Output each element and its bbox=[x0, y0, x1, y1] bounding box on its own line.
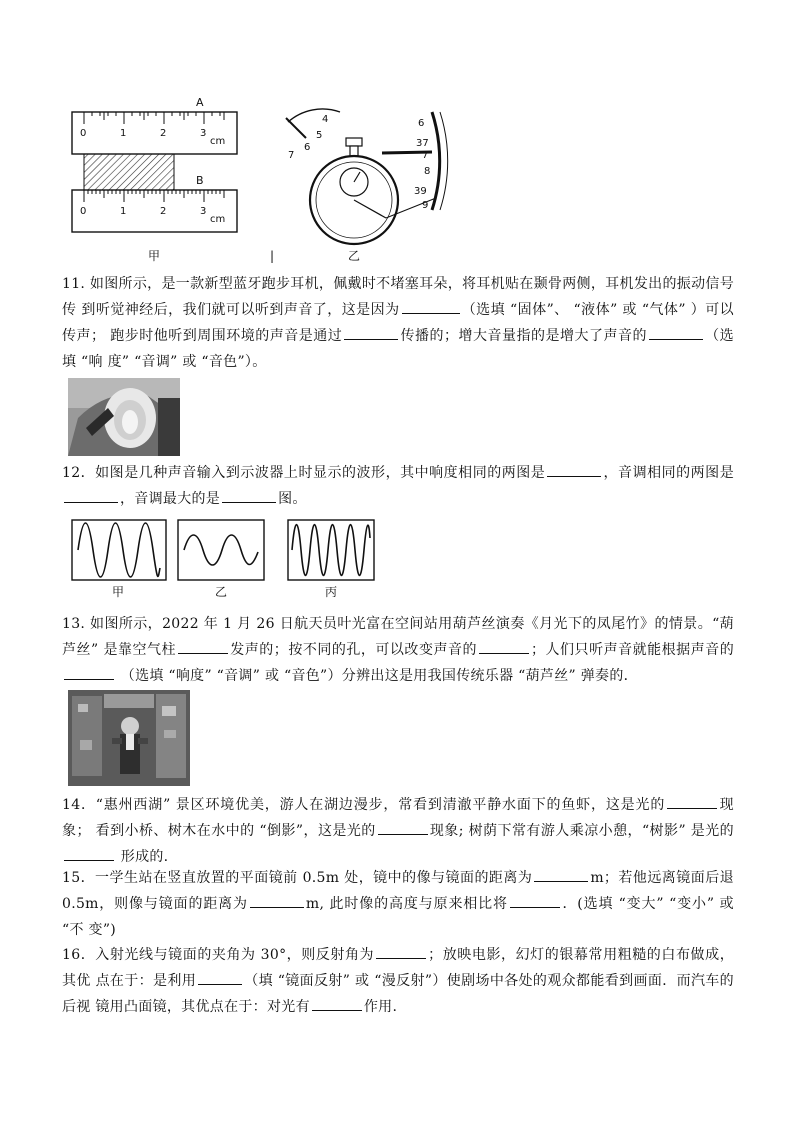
q15-blank-3[interactable] bbox=[510, 893, 560, 908]
q13-blank-2[interactable] bbox=[479, 639, 529, 654]
q16-text-4: （填 “镜面反射” 或 “漫反射”）使剧场中各处的观众都能看到画面．而汽车的后视 bbox=[62, 973, 734, 1015]
ruler-a-label: A bbox=[196, 96, 204, 109]
q15-text-2: m；若他远离镜面后退 bbox=[590, 870, 734, 886]
question-15 bbox=[62, 865, 734, 943]
ruler-a-tick-1: 1 bbox=[120, 128, 127, 139]
wave-label-yi: 乙 bbox=[215, 585, 228, 599]
question-14 bbox=[62, 792, 734, 870]
q15-text-4: m, 此时像的高度与原来相比将 bbox=[305, 896, 508, 912]
wave-label-jia: 甲 bbox=[112, 585, 125, 599]
q14-blank-2[interactable] bbox=[378, 820, 428, 835]
q11-line-1: 11. 如图所示，是一款新型蓝牙跑步耳机，佩戴时不堵塞耳朵，将耳机贴在颞骨两侧，耳机发出的振动信号传 bbox=[62, 276, 734, 318]
q13-blank-3[interactable] bbox=[64, 665, 114, 680]
q16-text-3: 点在于：是利用 bbox=[95, 973, 197, 989]
q13-text-5: （选填 “响度” “音调” 或 “音色”）分辨出这是用我国传统乐器 “葫芦丝” 弹奏的． bbox=[120, 668, 638, 684]
q14-text-4: 现象; 树荫下常有游人乘凉小憩，“树影” 是光的 bbox=[429, 823, 734, 839]
q13-text-2: 是靠空气柱 bbox=[103, 642, 177, 658]
q12-text-4: 图。 bbox=[278, 491, 307, 507]
ruler-a-tick-0: 0 bbox=[80, 128, 87, 139]
q11-text-6: （选填 “响 bbox=[62, 328, 734, 370]
earphone-photo bbox=[68, 378, 180, 456]
q11-text-7: 度” “音调” 或 “音色”）。 bbox=[107, 354, 267, 370]
ruler-a-tick-3: 3 bbox=[200, 128, 207, 139]
caption-separator: | bbox=[270, 249, 275, 263]
dial-num-6: 6 bbox=[304, 142, 311, 153]
q12-text-3: ，音调最大的是 bbox=[120, 491, 221, 507]
q13-blank-1[interactable] bbox=[178, 639, 228, 654]
q13-text-3: 发声的；按不同的孔，可以改变声音的 bbox=[230, 642, 478, 658]
ruler-a-unit: cm bbox=[210, 136, 226, 147]
ruler-b-unit: cm bbox=[210, 214, 226, 225]
q16-blank-1[interactable] bbox=[376, 944, 426, 959]
dial-num-4: 4 bbox=[322, 114, 329, 125]
wave-bing bbox=[292, 525, 370, 576]
scale-num-7: 7 bbox=[422, 150, 429, 161]
caption-yi: 乙 bbox=[348, 249, 361, 263]
scale-num-9: 9 bbox=[422, 200, 429, 211]
ruler-b-tick-0: 0 bbox=[80, 206, 87, 217]
q15-text-1: 15．一学生站在竖直放置的平面镜前 0.5m 处，镜中的像与镜面的距离为 bbox=[62, 870, 533, 886]
q16-blank-2[interactable] bbox=[198, 970, 242, 985]
q15-blank-2[interactable] bbox=[250, 893, 304, 908]
ruler-a-tick-2: 2 bbox=[160, 128, 167, 139]
q14-text-2: 现象； bbox=[62, 797, 734, 839]
q16-text-1: 16．入射光线与镜面的夹角为 30°，则反射角为 bbox=[62, 947, 375, 963]
ruler-b-label: B bbox=[196, 174, 204, 187]
q11-text-5: 传播的；增大音量指的是增大了声音的 bbox=[400, 328, 647, 344]
ruler-b-tick-3: 3 bbox=[200, 206, 207, 217]
q11-text-4: 跑步时他听到周围环境的声音是通过 bbox=[110, 328, 343, 344]
q12-blank-2[interactable] bbox=[64, 488, 118, 503]
q11-blank-3[interactable] bbox=[649, 325, 703, 340]
q11-text-3: （选填 “固体”、 “液体” 或 “气体” ）可以传声； bbox=[62, 302, 734, 344]
figure-rulers-stopwatch bbox=[60, 90, 480, 270]
scale-num-6: 6 bbox=[418, 118, 425, 129]
wave-label-bing: 丙 bbox=[325, 585, 338, 599]
question-13 bbox=[62, 611, 734, 689]
q12-text-2: ，音调相同的两图是 bbox=[603, 465, 735, 481]
stopwatch bbox=[286, 109, 448, 244]
q13-line-1: 13. 如图所示，2022 年 1 月 26 日航天员叶光富在空间站用葫芦丝演奏《月光下的凤尾竹》的情景。“葫芦丝” bbox=[62, 616, 734, 658]
dial-num-7: 7 bbox=[288, 150, 295, 161]
q11-blank-1[interactable] bbox=[402, 299, 460, 314]
q12-blank-1[interactable] bbox=[547, 462, 601, 477]
dial-num-5: 5 bbox=[316, 130, 323, 141]
scale-num-8: 8 bbox=[424, 166, 431, 177]
ruler-b-tick-2: 2 bbox=[160, 206, 167, 217]
q11-text-2: 到听觉神经后，我们就可以听到声音了，这是因为 bbox=[81, 302, 400, 318]
question-11 bbox=[62, 271, 734, 375]
q15-blank-1[interactable] bbox=[534, 867, 588, 882]
q16-text-2: ；放映电影，幻灯的银幕常用粗糙的白布做成，其优 bbox=[62, 947, 734, 989]
q15-text-3: 0.5m，则像与镜面的距离为 bbox=[62, 896, 248, 912]
wave-yi bbox=[184, 535, 258, 565]
measured-block bbox=[84, 154, 174, 190]
wave-jia bbox=[78, 523, 160, 577]
q16-text-5: 镜用凸面镜，其优点在于：对光有 bbox=[95, 999, 310, 1015]
q14-text-3: 看到小桥、树木在水中的 “倒影”，这是光的 bbox=[95, 823, 376, 839]
q14-text-1: 14．“惠州西湖” 景区环境优美，游人在湖边漫步，常看到清澈平静水面下的鱼虾，这是光的 bbox=[62, 797, 666, 813]
q12-blank-3[interactable] bbox=[222, 488, 276, 503]
q16-text-6: 作用. bbox=[363, 999, 398, 1015]
q16-blank-3[interactable] bbox=[312, 996, 362, 1011]
question-16 bbox=[62, 942, 734, 1020]
astronaut-photo bbox=[68, 690, 190, 786]
q14-blank-3[interactable] bbox=[64, 846, 114, 861]
q15-text-5: ．(选填 “变大” “变小” 或 “不 bbox=[62, 896, 734, 938]
q14-blank-1[interactable] bbox=[667, 794, 717, 809]
caption-jia: 甲 bbox=[148, 249, 161, 263]
q13-text-4: ；人们只听声音就能根据声音的 bbox=[531, 642, 735, 658]
scale-num-37: 37 bbox=[416, 138, 429, 149]
q12-text-1: 12．如图是几种声音输入到示波器上时显示的波形，其中响度相同的两图是 bbox=[62, 465, 546, 481]
q11-blank-2[interactable] bbox=[344, 325, 398, 340]
figure-waveforms bbox=[70, 518, 380, 600]
question-12 bbox=[62, 460, 734, 512]
wave-box-yi bbox=[178, 520, 264, 580]
q14-text-5: 形成的. bbox=[120, 849, 169, 865]
q15-text-6: 变”) bbox=[88, 922, 117, 938]
scale-num-39: 39 bbox=[414, 186, 427, 197]
ruler-b-tick-1: 1 bbox=[120, 206, 127, 217]
